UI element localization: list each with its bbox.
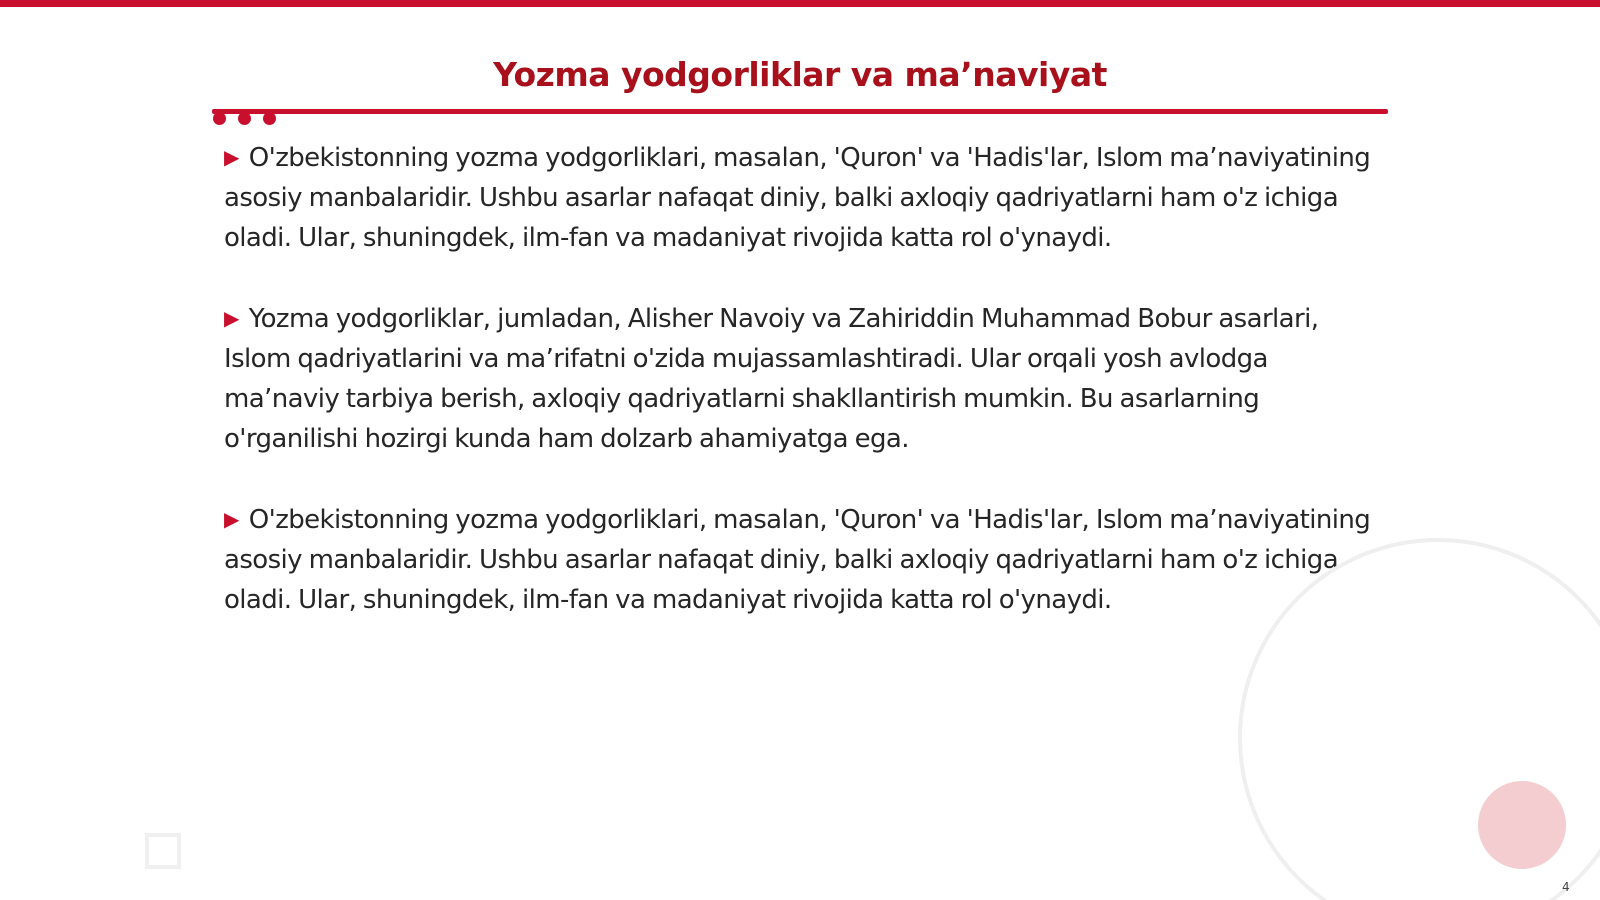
paragraph-text: Yozma yodgorliklar, jumladan, Alisher Navoiy va Zahiriddin Muhammad Bobur asarlari, Islom qadriyatlarini va ma’rifatni o'zida mujassamlashtiradi. Ular orqali yosh avlodga ma’naviy tarbiya berish, axloqiy qadriyatlarni shakllantirish mumkin. Bu asarlarning o'rganilishi hozirgi kunda ham dolzarb ahamiyatga ega. xyxy=(224,304,1319,454)
bullet-paragraph xyxy=(224,499,1384,620)
paragraph-text: O'zbekistonning yozma yodgorliklari, masalan, 'Quron' va 'Hadis'lar, Islom ma’naviyatining asosiy manbalaridir. Ushbu asarlar nafaqat diniy, balki axloqiy qadriyatlarni ham o'z ichiga oladi. Ular, shuningdek, ilm-fan va madaniyat rivojida katta rol o'ynaydi. xyxy=(224,505,1371,615)
triangle-bullet-icon: ▶ xyxy=(224,145,239,169)
paragraph-text: O'zbekistonning yozma yodgorliklari, masalan, 'Quron' va 'Hadis'lar, Islom ma’naviyatining asosiy manbalaridir. Ushbu asarlar nafaqat diniy, balki axloqiy qadriyatlarni ham o'z ichiga oladi. Ular, shuningdek, ilm-fan va madaniyat rivojida katta rol o'ynaydi. xyxy=(224,143,1371,253)
top-accent-bar xyxy=(0,0,1600,7)
rule-dot xyxy=(238,112,251,125)
slide-title: Yozma yodgorliklar va ma’naviyat xyxy=(493,55,1107,94)
title-underline xyxy=(212,109,1388,114)
rule-dot xyxy=(213,112,226,125)
page-number: 4 xyxy=(1562,880,1570,894)
bullet-paragraph xyxy=(224,137,1384,258)
rule-dot xyxy=(263,112,276,125)
decorative-pink-dot xyxy=(1478,781,1566,869)
bullet-paragraph xyxy=(224,298,1384,459)
decorative-square xyxy=(145,833,181,869)
triangle-bullet-icon: ▶ xyxy=(224,507,239,531)
triangle-bullet-icon: ▶ xyxy=(224,306,239,330)
bullet-list xyxy=(224,137,1384,660)
